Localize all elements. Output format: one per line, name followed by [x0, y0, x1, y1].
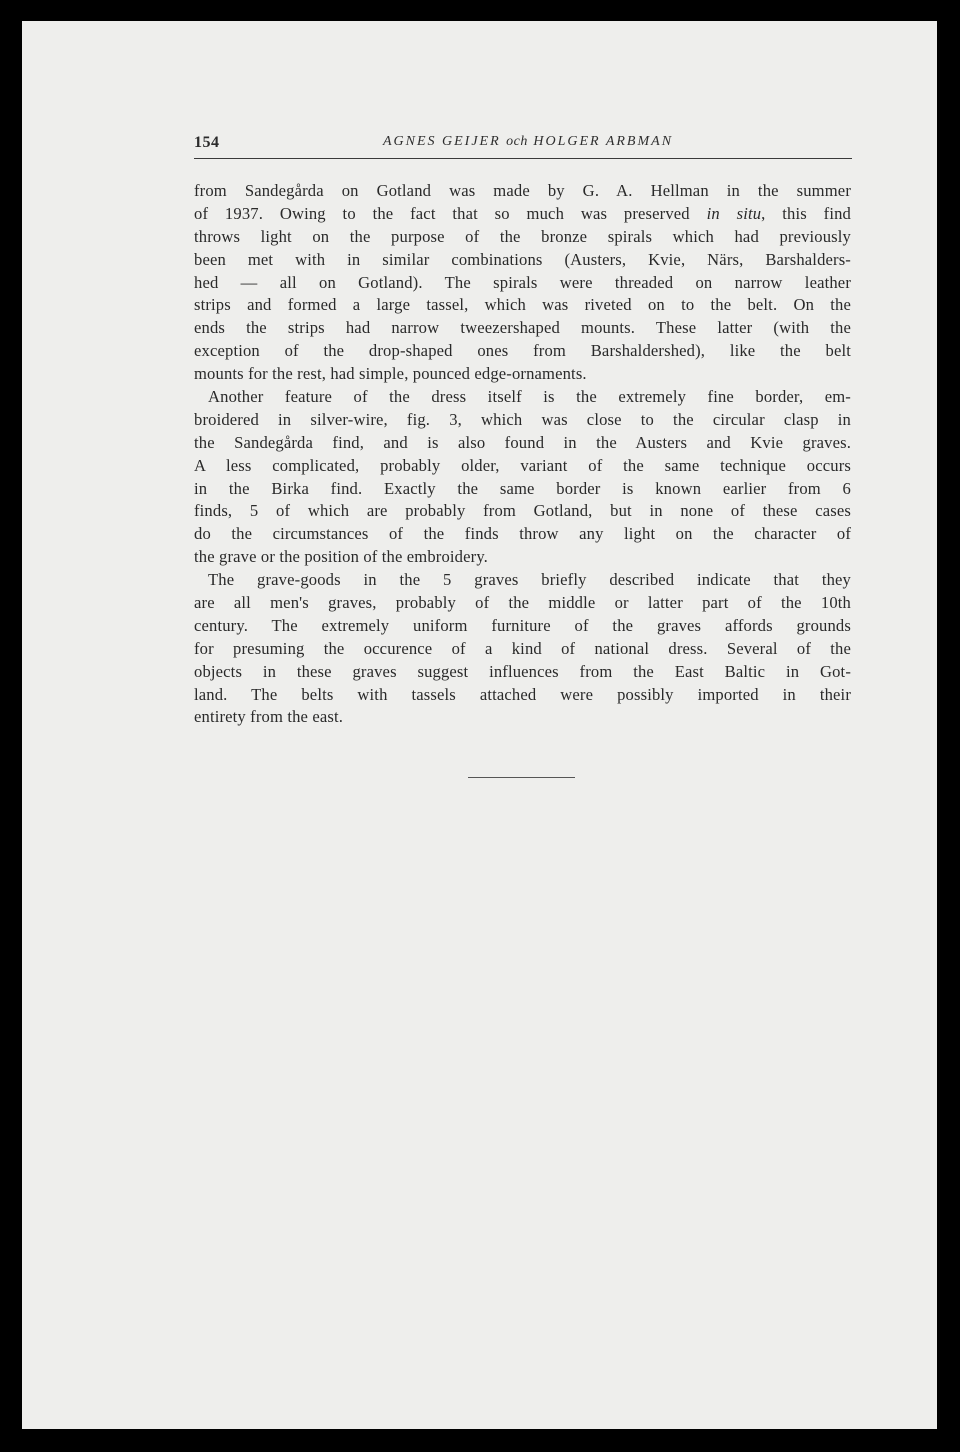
- paragraph-2: [194, 386, 851, 569]
- page-number: 154: [194, 134, 220, 151]
- author-2: HOLGER ARBMAN: [533, 134, 674, 149]
- text-line: throws light on the purpose of the bronze spirals which had previously: [194, 226, 851, 246]
- text-line: A less complicated, probably older, variant of the same technique occurs: [194, 455, 851, 475]
- text-line: do the circumstances of the finds throw any light on the character of: [194, 524, 851, 544]
- text-line: exception of the drop-shaped ones from Barshaldershed), like the belt: [194, 341, 851, 361]
- text-line: of 1937. Owing to the fact that so much was preserved in situ, this find: [194, 203, 851, 223]
- running-head-authors: [194, 134, 852, 150]
- text-line: The grave-goods in the 5 graves briefly described indicate that they: [208, 570, 851, 590]
- text-line: from Sandegårda on Gotland was made by G. A. Hellman in the summer: [194, 181, 851, 200]
- article-body: [194, 180, 851, 729]
- text-line: in the Birka find. Exactly the same border is known earlier from 6: [194, 478, 851, 498]
- text-line: mounts for the rest, had simple, pounced edge-ornaments.: [194, 364, 587, 384]
- text-line: are all men's graves, probably of the middle or latter part of the 10th: [194, 593, 851, 613]
- text-line: century. The extremely uniform furniture of the graves affords grounds: [194, 615, 851, 635]
- text-line: the Sandegårda find, and is also found in the Austers and Kvie graves.: [194, 432, 851, 452]
- text-line: the grave or the position of the embroidery.: [194, 547, 488, 567]
- text-line: strips and formed a large tassel, which was riveted on to the belt. On the: [194, 295, 851, 315]
- text-line: been met with in similar combinations (Austers, Kvie, Närs, Barshalders-: [194, 249, 851, 269]
- end-of-article-rule: [468, 777, 575, 778]
- text-line: for presuming the occurence of a kind of national dress. Several of the: [194, 638, 851, 658]
- text-line: finds, 5 of which are probably from Gotland, but in none of these cases: [194, 501, 851, 521]
- text-line: Another feature of the dress itself is the extremely fine border, em-: [208, 387, 851, 407]
- text-line: broidered in silver-wire, fig. 3, which was close to the circular clasp in: [194, 409, 851, 429]
- paragraph-3: [194, 569, 851, 729]
- text-line: objects in these graves suggest influences from the East Baltic in Got-: [194, 661, 851, 681]
- text-line: entirety from the east.: [194, 707, 344, 727]
- author-conjunction: och: [506, 134, 528, 149]
- text-line: ends the strips had narrow tweezershaped mounts. These latter (with the: [194, 318, 851, 338]
- author-1: AGNES GEIJER: [382, 134, 501, 149]
- text-line: land. The belts with tassels attached were possibly imported in their: [194, 684, 851, 704]
- paragraph-1: [194, 180, 851, 386]
- running-header: [194, 134, 852, 159]
- italic-phrase: in situ: [706, 203, 762, 223]
- text-line: hed — all on Gotland). The spirals were threaded on narrow leather: [194, 272, 851, 292]
